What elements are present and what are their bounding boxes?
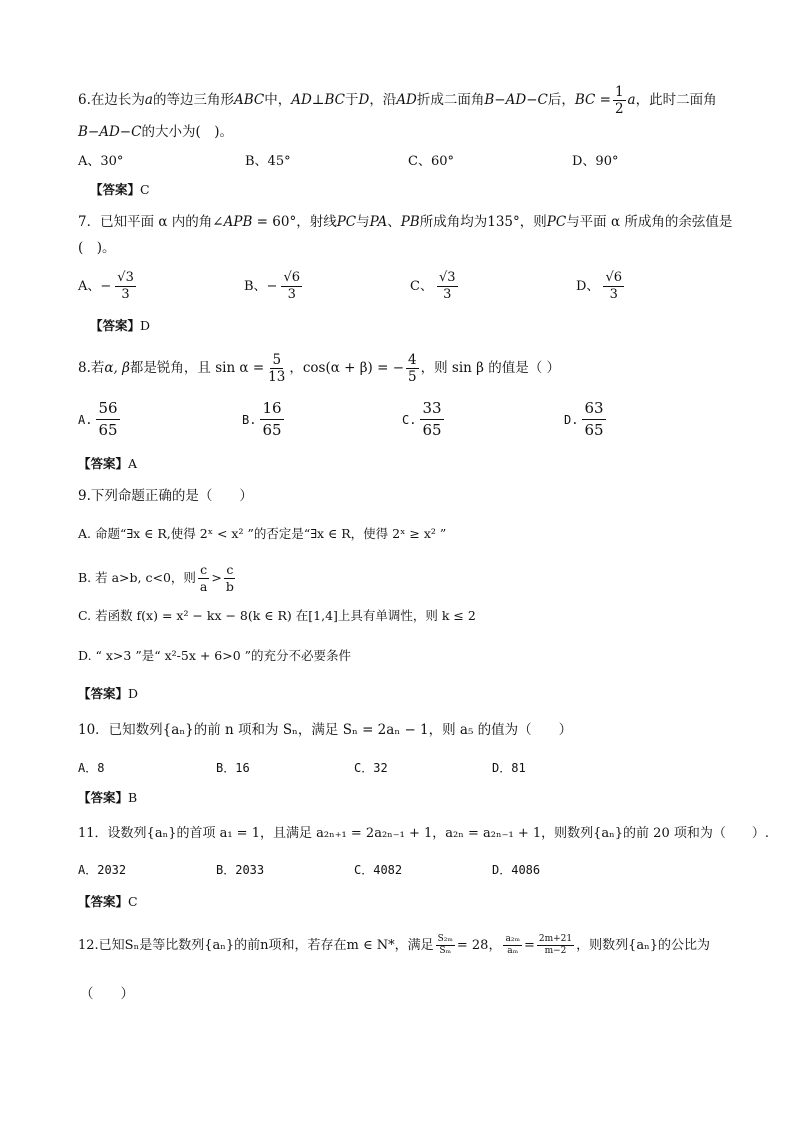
q12-blank: （ ） [80,986,134,1002]
q7-stem-line2: ( )。 [78,240,116,256]
q9-option-b: B. 若 a>b, c<0，则 $\frac{c}{a}$ > $\frac{c}{b}$ [78,562,234,594]
q7-option-d: D、 $\frac{√6}{3}$ [576,270,622,302]
q6-option-b: B、45° [245,154,291,169]
q9-option-c: C. 若函数 f(x) = x² − kx − 8(k ∈ R) 在[1,4]上具有单调性，则 k ≤ 2 [78,608,476,623]
q6-options [78,152,772,172]
q10-option-d: D．81 [492,761,526,775]
q10-options [78,758,772,778]
q9-stem: 9.下列命题正确的是（ ） [78,488,253,504]
q11-answer: 【答案】C [78,894,138,909]
q12-stem: 12.已知Sₙ是等比数列{aₙ}的前n项和，若存在m ∈ N*，满足 $\frac{\text{S₂ₘ}}{\text{Sₘ}}$ = 28， $\frac{\text{a₂ₘ}}{\text{aₘ}}$ = $\frac{2m+21}{m-2}$ ，则数列{aₙ}的公比为 [78,934,711,956]
q8-option-c: C. $\frac{33}{65}$ [402,399,442,439]
q10-answer: 【答案】B [78,790,138,805]
q6-fraction: $\frac{1}{2}$ [614,84,624,117]
q11-stem: 11．设数列{aₙ}的首项 a₁ = 1，且满足 a₂ₙ₊₁ = 2a₂ₙ₋₁ + 1，a₂ₙ = a₂ₙ₋₁ + 1，则数列{aₙ}的前 20 项和为（ ）. [78,826,769,841]
q6-stem-line1: 6.在边长为a的等边三角形ABC中，AD⊥BC于D，沿AD折成二面角B−AD−C后，BC = $\frac{1}{2}$ a，此时二面角 [78,84,717,117]
q7-option-b: B、− $\frac{√6}{3}$ [244,270,301,302]
q8-fraction-cos: $\frac{4}{5}$ [408,352,417,385]
q10-stem: 10．已知数列{aₙ}的前 n 项和为 Sₙ，满足 Sₙ = 2aₙ − 1，则 a₅ 的值为（ ） [78,722,573,738]
q10-option-c: C．32 [354,761,388,775]
q6-stem-line2: B−AD−C的大小为( )。 [78,124,233,140]
q7-answer: 【答案】D [90,318,151,333]
q8-option-a: A. $\frac{56}{65}$ [78,399,118,439]
q11-options [78,860,772,880]
q10-option-a: A．8 [78,761,105,775]
q6-option-a: A、30° [78,154,124,169]
q9-option-a: A. 命题“∃x ∈ R,使得 2ˣ < x² ”的否定是“∃x ∈ R，使得 2ˣ ≥ x² ” [78,526,447,541]
q6-option-c: C、60° [408,154,454,169]
q7-stem-line1: 7．已知平面 α 内的角∠APB = 60°，射线PC与PA、PB所成角均为135°，则PC与平面 α 所成角的余弦值是 [78,214,733,230]
q7-option-c: C、 $\frac{√3}{3}$ [410,270,456,302]
q8-option-d: D. $\frac{63}{65}$ [564,399,604,439]
q8-options [78,398,772,441]
q8-fraction-sin: $\frac{5}{13}$ [268,352,286,385]
q7-option-a: A、− $\frac{√3}{3}$ [78,270,134,302]
q11-option-b: B．2033 [216,863,265,877]
q6-answer: 【答案】C [90,182,150,197]
q8-answer: 【答案】A [78,456,138,471]
q8-stem: 8.若α, β都是锐角，且 sin α = $\frac{5}{13}$ ，cos(α + β) = − $\frac{4}{5}$ ，则 sin β 的值是（ ） [78,352,561,385]
q9-answer: 【答案】D [78,686,139,701]
q10-option-b: B．16 [216,761,250,775]
q7-options [78,270,772,303]
q8-option-b: B. $\frac{16}{65}$ [242,399,282,439]
q11-option-a: A．2032 [78,863,127,877]
q11-option-c: C．4082 [354,863,403,877]
q6-option-d: D、90° [572,154,619,169]
q9-option-d: D. “ x>3 ”是“ x²-5x + 6>0 ”的充分不必要条件 [78,648,352,663]
q11-option-d: D．4086 [492,863,541,877]
